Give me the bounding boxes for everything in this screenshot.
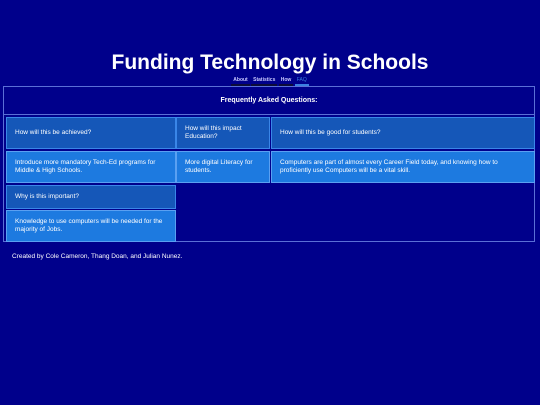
faq-answer-education: More digital Literacy for students.: [176, 151, 270, 183]
faq-answer-important: Knowledge to use computers will be needed for the majority of Jobs.: [6, 210, 176, 242]
faq-heading: Frequently Asked Questions:: [4, 87, 534, 115]
faq-answer-students: Computers are part of almost every Career Field today, and knowing how to proficiently use Computers will be a vital skill.: [271, 151, 535, 183]
faq-question-important: Why is this important?: [6, 185, 176, 209]
faq-question-achieved: How will this be achieved?: [6, 117, 176, 149]
nav-link-about[interactable]: About: [231, 76, 249, 86]
page-title: Funding Technology in Schools: [111, 51, 429, 74]
nav-link-how[interactable]: How: [279, 76, 294, 86]
faq-question-students: How will this be good for students?: [271, 117, 535, 149]
top-nav: [0, 76, 540, 86]
footer-credit: Created by Cole Cameron, Thang Doan, and Julian Nunez.: [12, 253, 183, 260]
faq-answer-achieved: Introduce more mandatory Tech-Ed programs for Middle & High Schools.: [6, 151, 176, 183]
faq-question-education: How will this impact Education?: [176, 117, 270, 149]
nav-link-statistics[interactable]: Statistics: [251, 76, 277, 86]
faq-panel: [3, 86, 535, 242]
nav-link-faq[interactable]: FAQ: [295, 76, 309, 86]
